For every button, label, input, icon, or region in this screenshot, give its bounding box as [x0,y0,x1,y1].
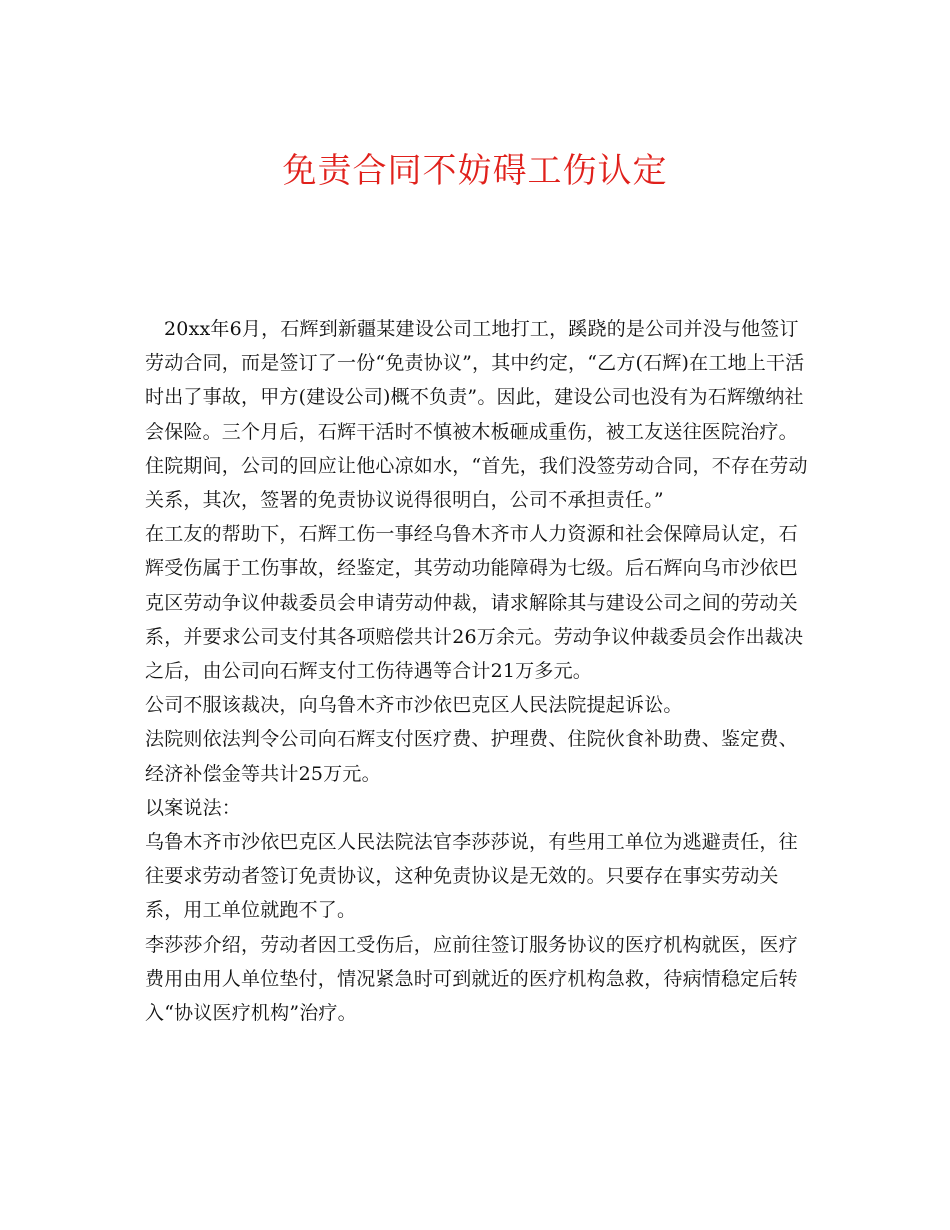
paragraph-arbitration: 在工友的帮助下，石辉工伤一事经乌鲁木齐市人力资源和社会保障局认定，石辉受伤属于工伤事故，经鉴定，其劳动功能障碍为七级。后石辉向乌市沙依巴克区劳动争议仲裁委员会申请劳动仲裁，请求解除其与建设公司之间的劳动关系，并要求公司支付其各项赔偿共计26万余元。劳动争议仲裁委员会作出裁决之后，由公司向石辉支付工伤待遇等合计21万多元。 [145,523,804,683]
paragraph-section-heading: 以案说法： [145,796,242,819]
document-body [145,312,815,1030]
document-title: 免责合同不妨碍工伤认定 [282,150,668,191]
paragraph-court-ruling: 法院则依法判令公司向石辉支付医疗费、护理费、住院伙食补助费、鉴定费、经济补偿金等共计25万元。 [145,728,798,785]
paragraph-incident: 20xx年6月，石辉到新疆某建设公司工地打工，蹊跷的是公司并没与他签订劳动合同，而是签订了一份“免责协议”，其中约定，“乙方(石辉)在工地上干活时出了事故，甲方(建设公司)概不负责”。因此，建设公司也没有为石辉缴纳社会保险。三个月后，石辉干活时不慎被木板砸成重伤，被工友送往医院治疗。 [145,318,805,443]
paragraph-medical-guidance: 李莎莎介绍，劳动者因工受伤后，应前往签订服务协议的医疗机构就医，医疗费用由用人单位垫付，情况紧急时可到就近的医疗机构急救，待病情稳定后转入“协议医疗机构”治疗。 [145,933,798,1025]
paragraph-company-response: 住院期间，公司的回应让他心凉如水，“首先，我们没签劳动合同，不存在劳动关系，其次，签署的免责协议说得很明白，公司不承担责任。” [145,454,808,512]
paragraph-judge-comment: 乌鲁木齐市沙依巴克区人民法院法官李莎莎说，有些用工单位为逃避责任，往往要求劳动者签订免责协议，这种免责协议是无效的。只要存在事实劳动关系，用工单位就跑不了。 [145,831,798,922]
paragraph-lawsuit: 公司不服该裁决，向乌鲁木齐市沙依巴克区人民法院提起诉讼。 [145,694,683,717]
